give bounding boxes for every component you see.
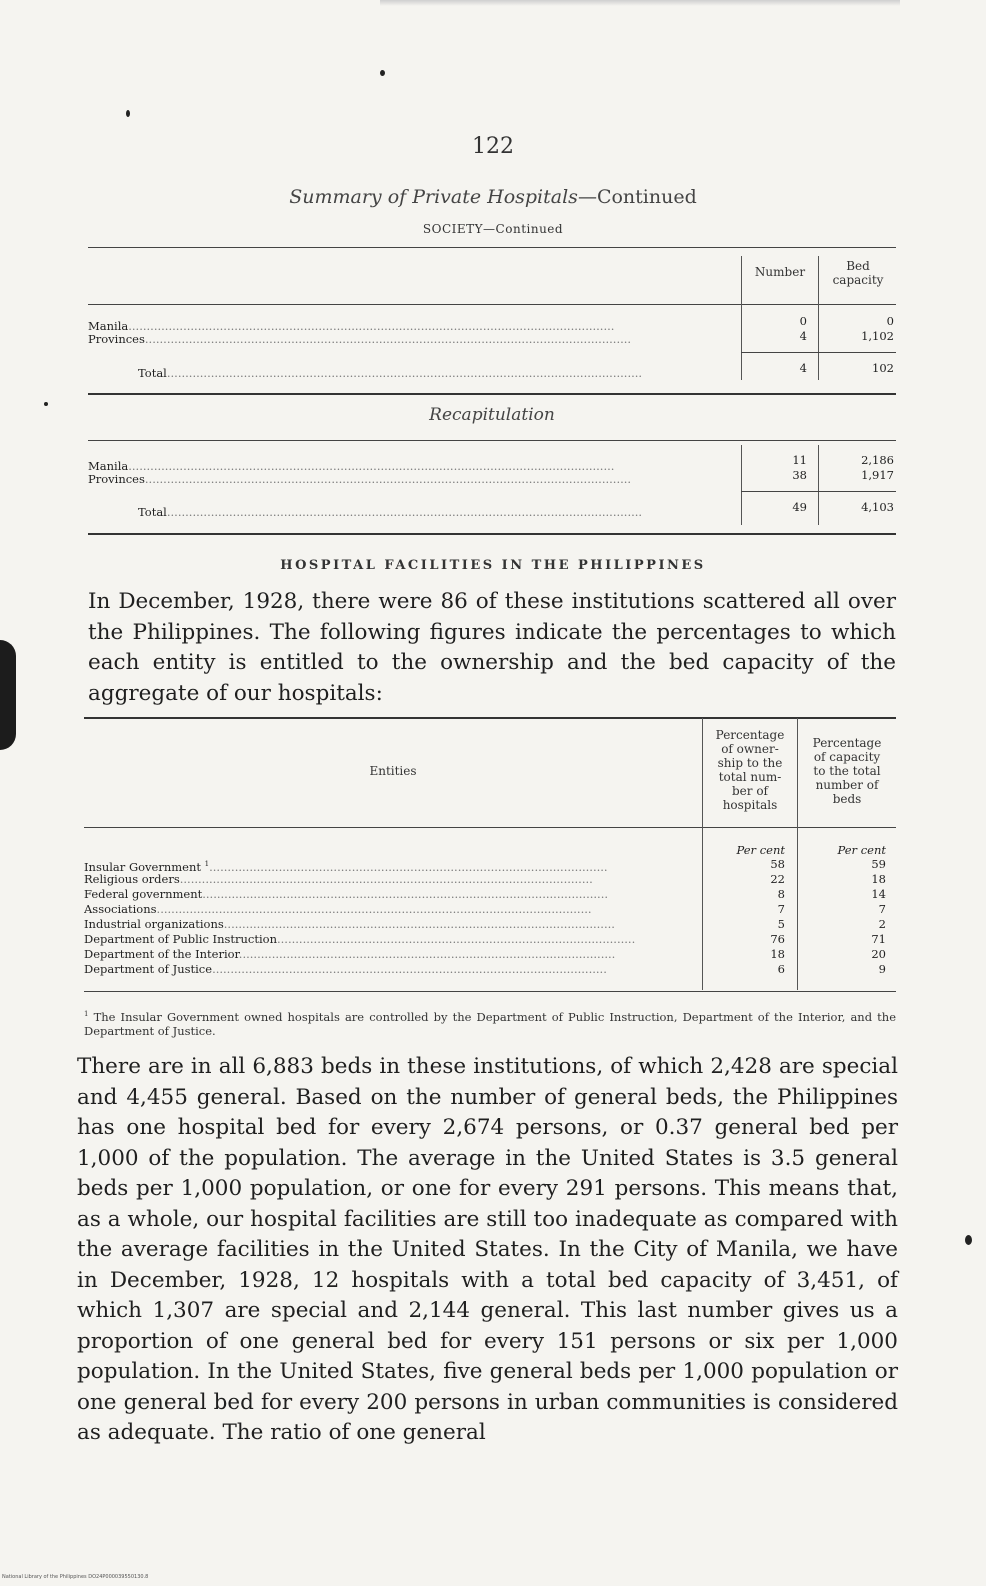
header-line: hospitals bbox=[722, 798, 778, 812]
table-rule bbox=[84, 991, 896, 992]
column-divider bbox=[741, 445, 742, 525]
total-bed: 4,103 bbox=[861, 500, 894, 514]
number-cell: 38 bbox=[792, 468, 807, 482]
capacity-cell: 14 bbox=[871, 887, 886, 901]
table-row bbox=[84, 902, 698, 917]
entity-label: Federal government bbox=[84, 887, 203, 901]
leader-dots: .................................................................................................................................. bbox=[166, 366, 643, 380]
scan-speck bbox=[380, 70, 385, 76]
scan-speck bbox=[965, 1235, 972, 1245]
capacity-values bbox=[800, 857, 886, 977]
entity-label: Associations bbox=[84, 902, 157, 916]
table-rule bbox=[88, 393, 896, 395]
capacity-cell: 9 bbox=[878, 962, 886, 976]
header-line: beds bbox=[832, 792, 862, 806]
entity-label: Religious orders bbox=[84, 872, 180, 886]
table-row bbox=[84, 857, 698, 872]
leader-dots: ....................................................................................................................... bbox=[156, 902, 592, 916]
number-cell: 11 bbox=[792, 453, 807, 467]
total-bed: 102 bbox=[872, 361, 894, 375]
column-header-bed-capacity bbox=[820, 259, 896, 287]
row-label: Manila bbox=[88, 319, 129, 333]
total-row bbox=[138, 366, 738, 380]
column-header-ownership bbox=[703, 728, 797, 812]
row-label: Provinces bbox=[88, 332, 145, 346]
table-row bbox=[88, 332, 738, 346]
scan-footer: National Library of the Philippines DO24P000039550130.8 bbox=[2, 1574, 149, 1580]
number-cell: 0 bbox=[799, 314, 807, 328]
table-row bbox=[84, 932, 698, 947]
header-line: Percentage bbox=[812, 736, 882, 750]
table-row bbox=[88, 472, 738, 486]
row-label: Provinces bbox=[88, 472, 145, 486]
column-header-capacity bbox=[798, 736, 896, 806]
column-divider bbox=[818, 256, 819, 380]
leader-dots: ............................................................................................................... bbox=[202, 887, 609, 901]
unit-ownership: Per cent bbox=[736, 843, 785, 857]
table-rule bbox=[84, 827, 896, 828]
leader-dots: ............................................................................................................. bbox=[209, 859, 608, 872]
capacity-cell: 2 bbox=[878, 917, 886, 931]
intro-paragraph: In December, 1928, there were 86 of these institutions scattered all over the Philippines. The following figures indicate the percentages to which each entity is entitled to the ownership and the bed capacity of the aggregate of our hospitals: bbox=[88, 589, 896, 706]
binding-shadow bbox=[0, 640, 16, 750]
total-row bbox=[138, 505, 738, 519]
header-line: ship to the bbox=[717, 756, 783, 770]
summary-title-continued: —Continued bbox=[577, 186, 697, 208]
summary-title-italic: Summary of Private Hospitals bbox=[289, 186, 578, 208]
column-divider bbox=[818, 445, 819, 525]
footnote-text: The Insular Government owned hospitals are controlled by the Department of Public Instruction, Department of the Interior, and the Department of Justice. bbox=[84, 1009, 897, 1038]
row-label: Manila bbox=[88, 459, 129, 473]
number-cell: 4 bbox=[799, 329, 807, 343]
ownership-cell: 22 bbox=[770, 872, 785, 886]
leader-dots: ..................................................................................................................................... bbox=[128, 319, 615, 333]
capacity-cell: 59 bbox=[871, 857, 886, 871]
ownership-cell: 6 bbox=[777, 962, 785, 976]
entity-label: Department of Justice bbox=[84, 962, 213, 976]
table-rule bbox=[88, 304, 896, 305]
entity-label: Insular Government bbox=[84, 859, 201, 872]
header-line: ber of bbox=[732, 784, 768, 798]
scan-edge-shadow bbox=[380, 0, 900, 6]
header-line: of owner- bbox=[721, 742, 779, 756]
capacity-cell: 7 bbox=[878, 902, 886, 916]
footnote-ref: 1 bbox=[204, 860, 210, 868]
table-row bbox=[84, 887, 698, 902]
bed-cell: 1,102 bbox=[861, 329, 894, 343]
body-paragraph: There are in all 6,883 beds in these institutions, of which 2,428 are special and 4,455 general. Based on the number of general beds, the Philippines has one hospital bed for every 2,674 persons, or 0.37 general bed per 1,000 of the population. The average in the United States is 3.5 general beds per 1,000 population, or one for every 291 persons. This means that, as a whole, our hospital facilities are still too inadequate as compared with the average facilities in the United States. In the City of Manila, we have in December, 1928, 12 hospitals with a total bed capacity of 3,451, of which 1,307 are special and 2,144 general. This last number gives us a proportion of one general bed for every 151 persons or six per 1,000 population. In the United States, five general beds per 1,000 population or one general bed for every 200 persons in urban communities is considered as adequate. The ratio of one general bbox=[77, 1054, 898, 1445]
row-label: Total bbox=[138, 366, 167, 380]
bed-cell: 1,917 bbox=[861, 468, 894, 482]
column-header-entities: Entities bbox=[369, 764, 417, 778]
total-number: 4 bbox=[799, 361, 807, 375]
subtotal-rule bbox=[741, 491, 896, 492]
leader-dots: ..................................................................................................................................... bbox=[144, 472, 632, 486]
ownership-cell: 8 bbox=[777, 887, 785, 901]
scan-speck bbox=[126, 110, 130, 117]
ownership-cell: 76 bbox=[770, 932, 785, 946]
header-line: of capacity bbox=[813, 750, 881, 764]
unit-capacity: Per cent bbox=[837, 843, 886, 857]
recap-title: Recapitulation bbox=[429, 405, 555, 425]
header-line: total num- bbox=[718, 770, 782, 784]
bed-header-line: Bed bbox=[846, 259, 870, 273]
table-rule bbox=[88, 533, 896, 535]
footnote bbox=[84, 1007, 896, 1038]
leader-dots: .................................................................................................................................. bbox=[166, 505, 643, 519]
leader-dots: ............................................................................................................ bbox=[212, 962, 607, 976]
capacity-cell: 18 bbox=[871, 872, 886, 886]
header-line: to the total bbox=[813, 764, 881, 778]
leader-dots: ..................................................................................................................................... bbox=[144, 332, 632, 346]
column-header-number: Number bbox=[754, 265, 806, 279]
table-rule bbox=[88, 440, 896, 441]
ownership-cell: 7 bbox=[777, 902, 785, 916]
total-number: 49 bbox=[792, 500, 807, 514]
bed-cell: 2,186 bbox=[861, 453, 894, 467]
entity-label: Industrial organizations bbox=[84, 917, 224, 931]
scan-speck bbox=[44, 402, 48, 406]
footnote-mark: 1 bbox=[84, 1010, 89, 1018]
capacity-cell: 71 bbox=[871, 932, 886, 946]
bed-cell: 0 bbox=[886, 314, 894, 328]
table-rule bbox=[88, 247, 896, 248]
table-row bbox=[84, 962, 698, 977]
entity-list bbox=[84, 857, 698, 977]
bed-header-line: capacity bbox=[832, 273, 884, 287]
table-row bbox=[84, 872, 698, 887]
ownership-cell: 18 bbox=[770, 947, 785, 961]
table-row bbox=[88, 459, 738, 473]
column-divider bbox=[741, 256, 742, 380]
ownership-cell: 5 bbox=[777, 917, 785, 931]
header-line: Percentage bbox=[715, 728, 785, 742]
header-line: number of bbox=[815, 778, 879, 792]
leader-dots: ....................................................................................................... bbox=[238, 947, 616, 961]
leader-dots: .................................................................................................. bbox=[277, 932, 636, 946]
leader-dots: ..................................................................................................................................... bbox=[128, 459, 615, 473]
leader-dots: ........................................................................................................... bbox=[223, 917, 615, 931]
society-caption: SOCIETY—Continued bbox=[422, 222, 564, 236]
page-number: 122 bbox=[472, 134, 514, 159]
capacity-cell: 20 bbox=[871, 947, 886, 961]
section-heading: HOSPITAL FACILITIES IN THE PHILIPPINES bbox=[280, 558, 706, 573]
table-rule bbox=[84, 717, 896, 719]
ownership-cell: 58 bbox=[770, 857, 785, 871]
entity-label: Department of the Interior bbox=[84, 947, 239, 961]
ownership-values bbox=[705, 857, 785, 977]
table-row bbox=[84, 947, 698, 962]
table-row bbox=[84, 917, 698, 932]
subtotal-rule bbox=[741, 352, 896, 353]
leader-dots: ................................................................................................................. bbox=[179, 872, 593, 886]
entity-label: Department of Public Instruction bbox=[84, 932, 277, 946]
row-label: Total bbox=[138, 505, 167, 519]
table-row bbox=[88, 319, 738, 333]
summary-title bbox=[0, 186, 986, 208]
